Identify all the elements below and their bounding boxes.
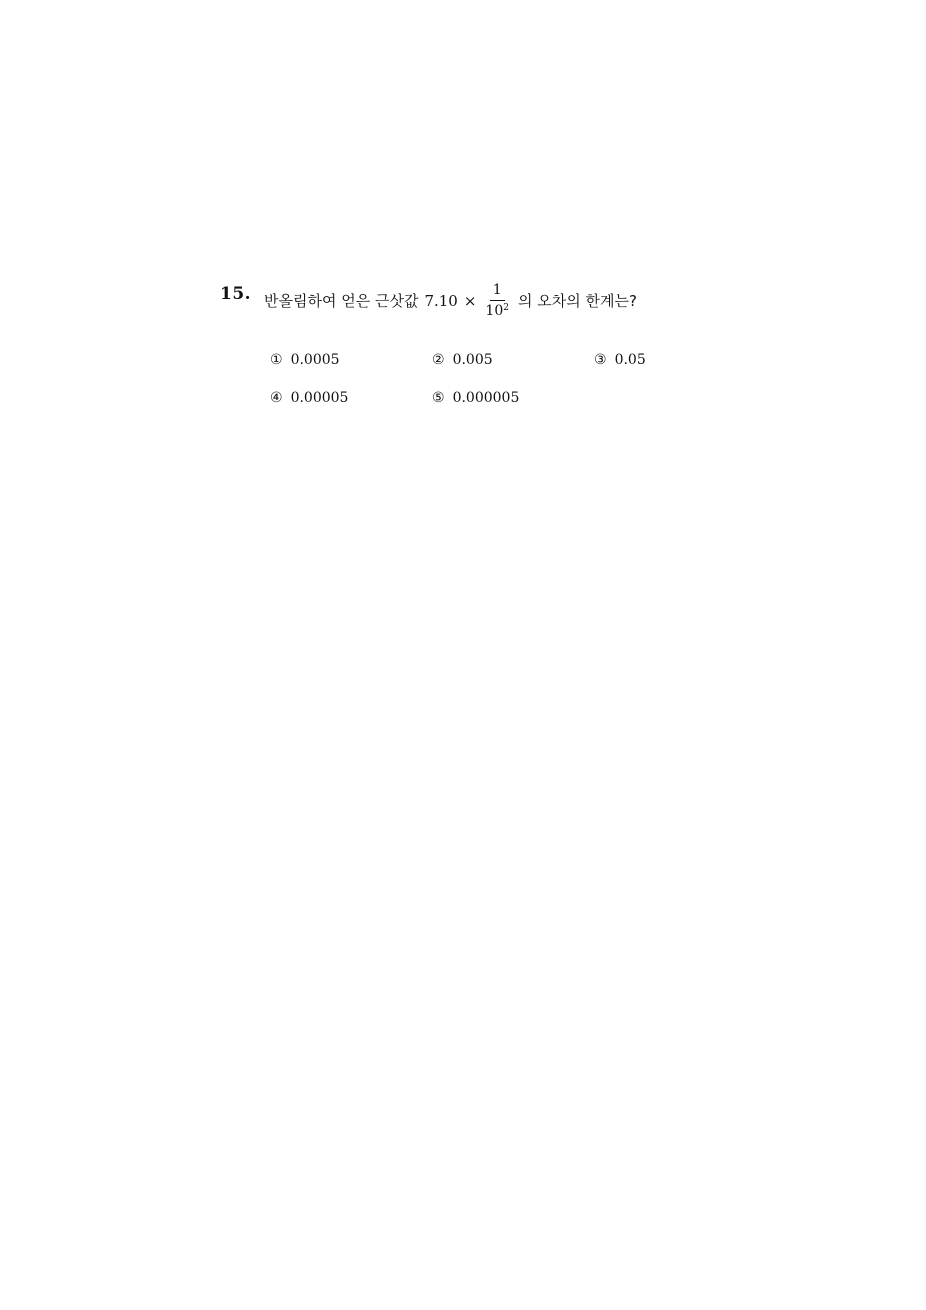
stem-text-after: 의 오차의 한계는? bbox=[517, 292, 637, 311]
choice-3-mark: ③ bbox=[594, 352, 607, 368]
choice-4-value: 0.00005 bbox=[290, 390, 349, 406]
times-sign: × bbox=[463, 291, 477, 310]
choice-4-mark: ④ bbox=[270, 390, 283, 406]
choice-3-value: 0.05 bbox=[614, 352, 646, 368]
question-number: 15. bbox=[220, 284, 252, 304]
choice-2[interactable] bbox=[432, 352, 493, 368]
fraction-numerator: 1 bbox=[490, 282, 505, 301]
choice-1-mark: ① bbox=[270, 352, 283, 368]
fraction-denominator bbox=[482, 301, 512, 319]
choice-5[interactable] bbox=[432, 390, 519, 406]
choice-3[interactable] bbox=[594, 352, 646, 368]
choice-1[interactable] bbox=[270, 352, 340, 368]
choice-5-value: 0.000005 bbox=[452, 390, 520, 406]
stem-value: 7.10 bbox=[424, 291, 458, 310]
choice-1-value: 0.0005 bbox=[290, 352, 340, 368]
choice-5-mark: ⑤ bbox=[432, 390, 445, 406]
denominator-exponent: 2 bbox=[503, 303, 509, 314]
choice-2-value: 0.005 bbox=[452, 352, 493, 368]
question-stem bbox=[264, 282, 637, 319]
denominator-base: 10 bbox=[485, 303, 504, 320]
choice-2-mark: ② bbox=[432, 352, 445, 368]
fraction bbox=[482, 282, 512, 319]
stem-text-before: 반올림하여 얻은 근삿값 bbox=[264, 292, 419, 311]
choice-4[interactable] bbox=[270, 390, 348, 406]
